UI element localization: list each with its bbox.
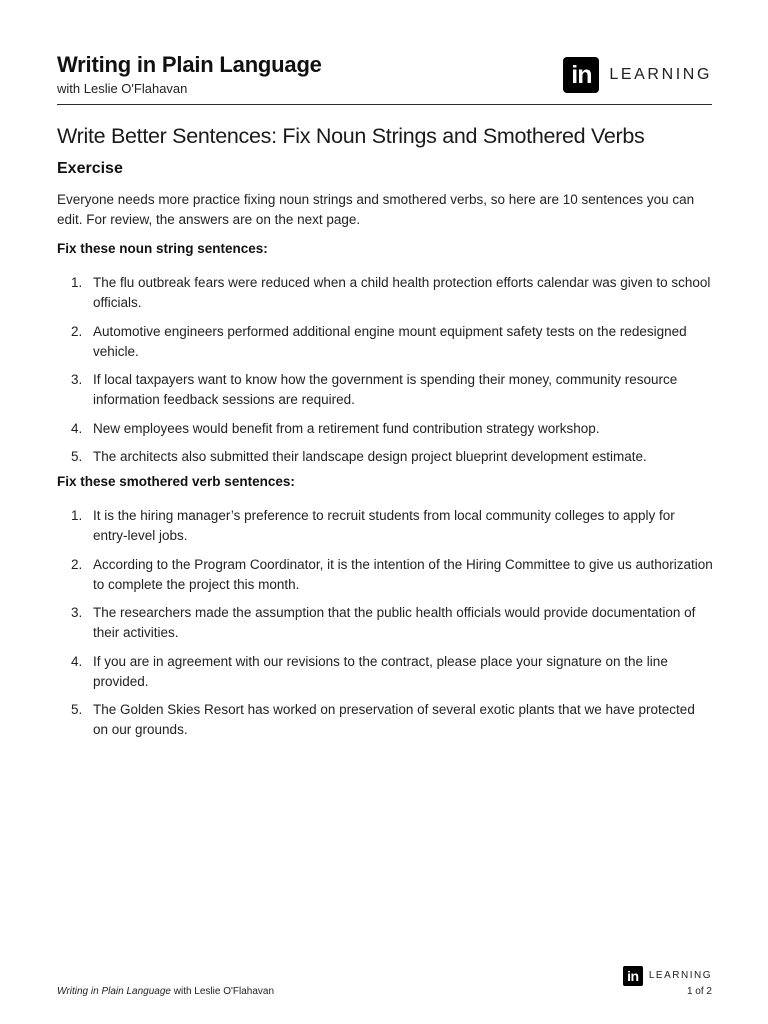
item-text: The architects also submitted their landscape design project blueprint development estimate. (93, 449, 647, 464)
item-number: 2. (71, 556, 83, 572)
section-title: Write Better Sentences: Fix Noun Strings and Smothered Verbs (57, 124, 645, 148)
item-text: The Golden Skies Resort has worked on preservation of several exotic plants that we have protected on our grounds. (93, 702, 695, 737)
item-number: 1. (71, 508, 83, 523)
linkedin-icon: in (563, 57, 599, 93)
item-number: 1. (71, 275, 83, 290)
item-text: If you are in agreement with our revisions to the contract, please place your signature on the line provided. (93, 653, 668, 689)
page-number: 1 of 2 (686, 986, 712, 997)
footer-logo (623, 965, 712, 986)
item-number: 4. (71, 420, 83, 436)
exercise-heading: Exercise (57, 160, 123, 177)
intro-paragraph: Everyone needs more practice fixing noun strings and smothered verbs, so here are 10 sentences you can edit. For review, the answers are on the next page. (57, 192, 695, 227)
item-number: 4. (71, 653, 83, 669)
list-item (57, 419, 713, 439)
document-header (57, 52, 712, 105)
list-item (57, 322, 713, 362)
list-item (57, 447, 713, 467)
smothered-verb-list (57, 506, 713, 749)
document-page (57, 0, 712, 1024)
footer-course-title: Writing in Plain Language (57, 986, 171, 997)
item-text: The researchers made the assumption that the public health officials would provide documentation of their activities. (93, 605, 696, 640)
item-number: 5. (71, 449, 83, 464)
item-number: 2. (71, 323, 83, 339)
item-text: Automotive engineers performed additional engine mount equipment safety tests on the redesigned vehicle. (93, 323, 687, 359)
item-text: The flu outbreak fears were reduced when a child health protection efforts calendar was given to school officials. (93, 275, 711, 310)
item-text: It is the hiring manager’s preference to recruit students from local community colleges to apply for entry-level jobs. (93, 508, 675, 543)
item-text: New employees would benefit from a retirement fund contribution strategy workshop. (93, 420, 600, 436)
item-number: 3. (71, 605, 83, 620)
footer-credit (57, 986, 274, 997)
document-subtitle: with Leslie O'Flahavan (57, 81, 188, 96)
noun-string-heading: Fix these noun string sentences: (57, 241, 268, 256)
smothered-verb-heading: Fix these smothered verb sentences: (57, 474, 295, 489)
learning-wordmark: LEARNING (648, 970, 712, 981)
item-number: 3. (71, 372, 83, 387)
list-item (57, 652, 713, 692)
item-number: 5. (71, 702, 83, 717)
list-item (57, 273, 713, 313)
list-item (57, 506, 713, 546)
linkedin-learning-logo (563, 57, 712, 93)
list-item (57, 555, 713, 595)
footer-author: with Leslie O'Flahavan (170, 986, 275, 997)
noun-string-list (57, 273, 713, 476)
list-item (57, 370, 713, 410)
document-footer (57, 965, 712, 1005)
document-title: Writing in Plain Language (57, 52, 322, 77)
learning-wordmark: LEARNING (609, 66, 712, 83)
linkedin-icon: in (623, 966, 643, 986)
list-item (57, 603, 713, 643)
item-text: According to the Program Coordinator, it is the intention of the Hiring Committee to give us authorization to complete the project this month. (93, 556, 713, 592)
item-text: If local taxpayers want to know how the government is spending their money, community resource information feedback sessions are required. (93, 372, 678, 407)
list-item (57, 700, 713, 740)
